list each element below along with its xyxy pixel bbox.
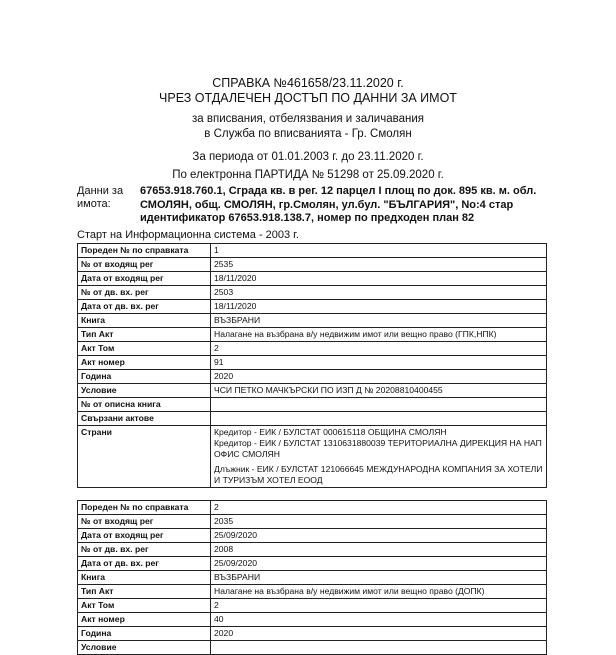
field-value: 2035 <box>211 515 547 529</box>
field-value: ВЪЗБРАНИ <box>211 314 547 328</box>
table-row <box>78 557 547 571</box>
field-value: 2 <box>211 599 547 613</box>
field-value: 18/11/2020 <box>211 300 547 314</box>
field-label: Акт Том <box>78 342 211 356</box>
field-label: Дата от дв. вх. рег <box>78 557 211 571</box>
field-value: 18/11/2020 <box>211 272 547 286</box>
field-label: Пореден № по справката <box>78 244 211 258</box>
table-row <box>78 515 547 529</box>
document-title: СПРАВКА №461658/23.11.2020 г. <box>212 76 404 90</box>
field-label: Условие <box>78 641 211 655</box>
registry-office: в Служба по вписванията - Гр. Смолян <box>204 128 412 140</box>
table-row <box>78 543 547 557</box>
table-row <box>78 398 547 412</box>
field-value: ВЪЗБРАНИ <box>211 571 547 585</box>
field-value: 40 <box>211 613 547 627</box>
table-row <box>78 258 547 272</box>
table-row <box>78 370 547 384</box>
field-label: № от дв. вх. рег <box>78 543 211 557</box>
field-label: Акт номер <box>78 356 211 370</box>
field-label: № от описна книга <box>78 398 211 412</box>
field-label: Дата от входящ рег <box>78 529 211 543</box>
table-row <box>78 599 547 613</box>
table-row-parties <box>78 426 547 488</box>
table-row <box>78 356 547 370</box>
table-row <box>78 585 547 599</box>
table-row <box>78 328 547 342</box>
field-value <box>211 641 547 655</box>
field-value: ЧСИ ПЕТКО МАЧКЪРСКИ ПО ИЗП Д № 20208810400455 <box>211 384 547 398</box>
field-value: Налагане на възбрана в/у недвижим имот или вещно право (ГПК,НПК) <box>211 328 547 342</box>
field-value: 2 <box>211 501 547 515</box>
table-row <box>78 272 547 286</box>
field-label: Книга <box>78 314 211 328</box>
field-label: Дата от входящ рег <box>78 272 211 286</box>
field-value: 25/09/2020 <box>211 529 547 543</box>
table-row <box>78 501 547 515</box>
field-label: Година <box>78 627 211 641</box>
table-row <box>78 244 547 258</box>
field-value <box>211 412 547 426</box>
document-subtitle: за вписвания, отбелязвания и заличавания <box>192 113 424 125</box>
field-value <box>211 398 547 412</box>
table-row <box>78 314 547 328</box>
field-label: Дата от дв. вх. рег <box>78 300 211 314</box>
period-line: За периода от 01.01.2003 г. до 23.11.2020 г. <box>192 151 424 163</box>
field-value: 2020 <box>211 627 547 641</box>
field-label: Акт Том <box>78 599 211 613</box>
table-row <box>78 627 547 641</box>
field-label: Свързани актове <box>78 412 211 426</box>
table-row <box>78 613 547 627</box>
field-label: Книга <box>78 571 211 585</box>
field-label: Година <box>78 370 211 384</box>
field-value: 2020 <box>211 370 547 384</box>
record-table-2 <box>77 500 547 655</box>
field-label: Тип Акт <box>78 585 211 599</box>
field-label: № от входящ рег <box>78 515 211 529</box>
field-value: 91 <box>211 356 547 370</box>
field-value: 2503 <box>211 286 547 300</box>
table-row <box>78 641 547 655</box>
field-label: № от входящ рег <box>78 258 211 272</box>
field-label: Условие <box>78 384 211 398</box>
field-label: Страни <box>78 426 211 488</box>
field-label: № от дв. вх. рег <box>78 286 211 300</box>
table-row <box>78 300 547 314</box>
field-value: Налагане на възбрана в/у недвижим имот или вещно право (ДОПК) <box>211 585 547 599</box>
party-entry: Кредитор - ЕИК / БУЛСТАТ 000615118 ОБЩИНА СМОЛЯН <box>214 427 447 437</box>
property-description: 67653.918.760.1, Сграда кв. в рег. 12 парцел I площ по док. 895 кв. м. обл. СМОЛЯН, общ. СМОЛЯН, гр.Смолян, ул.бул. "БЪЛГАРИЯ", No:4 стар идентификатор 67653.918.138.7, номер по предходен план 82 <box>140 185 537 224</box>
table-row <box>78 342 547 356</box>
table-row <box>78 412 547 426</box>
party-entry: Кредитор - ЕИК / БУЛСТАТ 1310631880039 ТЕРИТОРИАЛНА ДИРЕКЦИЯ НА НАП ОФИС СМОЛЯН <box>214 438 542 459</box>
record-table-1 <box>77 243 547 488</box>
table-row <box>78 286 547 300</box>
field-label: Акт номер <box>78 613 211 627</box>
party-line: По електронна ПАРТИДА № 51298 от 25.09.2020 г. <box>172 169 444 181</box>
parties-cell <box>211 426 547 488</box>
party-entry: Длъжник - ЕИК / БУЛСТАТ 121066645 МЕЖДУНАРОДНА КОМПАНИЯ ЗА ХОТЕЛИ И ТУРИЗЪМ ХОТЕЛ ЕООД <box>214 464 543 485</box>
field-value: 1 <box>211 244 547 258</box>
field-value: 25/09/2020 <box>211 557 547 571</box>
table-row <box>78 529 547 543</box>
table-row <box>78 571 547 585</box>
table-row <box>78 384 547 398</box>
document-title-line2: ЧРЕЗ ОТДАЛЕЧЕН ДОСТЪП ПО ДАННИ ЗА ИМОТ <box>159 91 457 105</box>
system-start-note: Старт на Информационна система - 2003 г. <box>77 229 299 241</box>
field-value: 2008 <box>211 543 547 557</box>
field-label: Тип Акт <box>78 328 211 342</box>
field-value: 2535 <box>211 258 547 272</box>
property-label: Данни за имота: <box>77 185 124 210</box>
field-label: Пореден № по справката <box>78 501 211 515</box>
field-value: 2 <box>211 342 547 356</box>
